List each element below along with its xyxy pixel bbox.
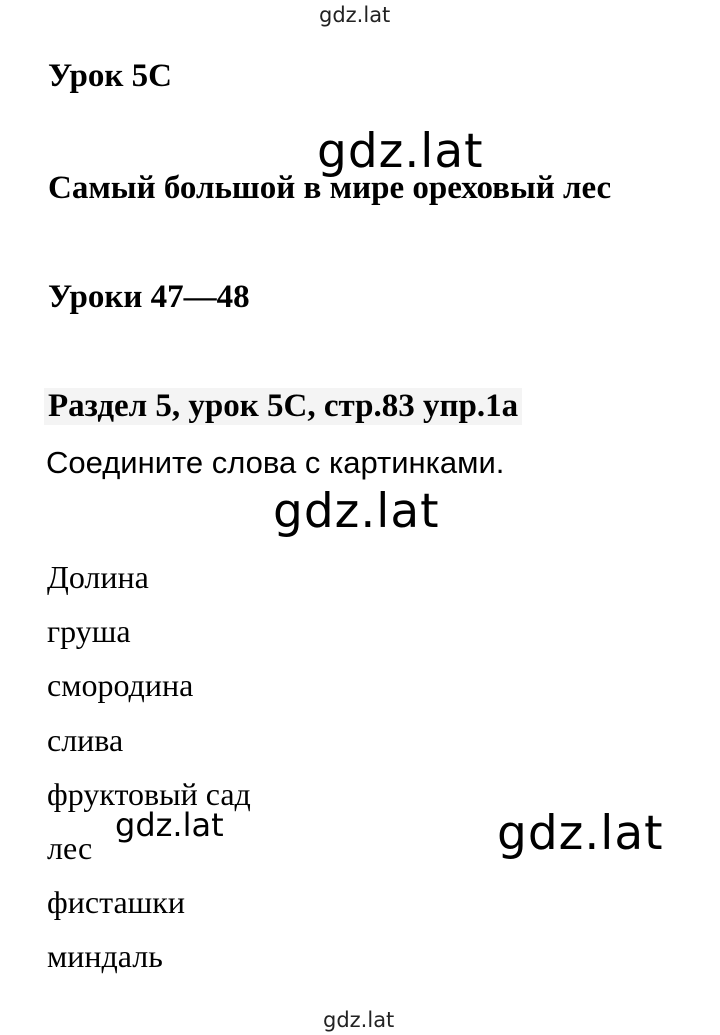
watermark-right: gdz.lat <box>497 806 664 861</box>
list-item: Долина <box>47 559 149 595</box>
list-item: смородина <box>47 667 194 704</box>
task-instruction: Соедините слова с картинками. <box>46 445 505 480</box>
list-item: лес <box>47 829 93 866</box>
lessons-range: Уроки 47—48 <box>48 279 250 315</box>
list-item: слива <box>47 721 124 758</box>
task-reference-box <box>44 388 522 425</box>
list-item: миндаль <box>47 938 163 975</box>
list-item: фисташки <box>47 884 185 921</box>
task-reference: Раздел 5, урок 5С, стр.83 упр.1а <box>48 388 519 424</box>
list-item: фруктовый сад <box>47 775 251 812</box>
watermark-title-overlay: gdz.lat <box>317 124 484 179</box>
word-list <box>47 550 251 984</box>
watermark-middle: gdz.lat <box>273 484 440 539</box>
lesson-subtitle: Самый большой в мире ореховый лес <box>48 170 612 206</box>
list-item: груша <box>47 613 131 650</box>
watermark-top: gdz.lat <box>319 3 391 27</box>
watermark-bottom: gdz.lat <box>323 1008 395 1032</box>
watermark-list-small: gdz.lat <box>115 806 224 844</box>
lesson-title: Урок 5С <box>48 58 172 94</box>
